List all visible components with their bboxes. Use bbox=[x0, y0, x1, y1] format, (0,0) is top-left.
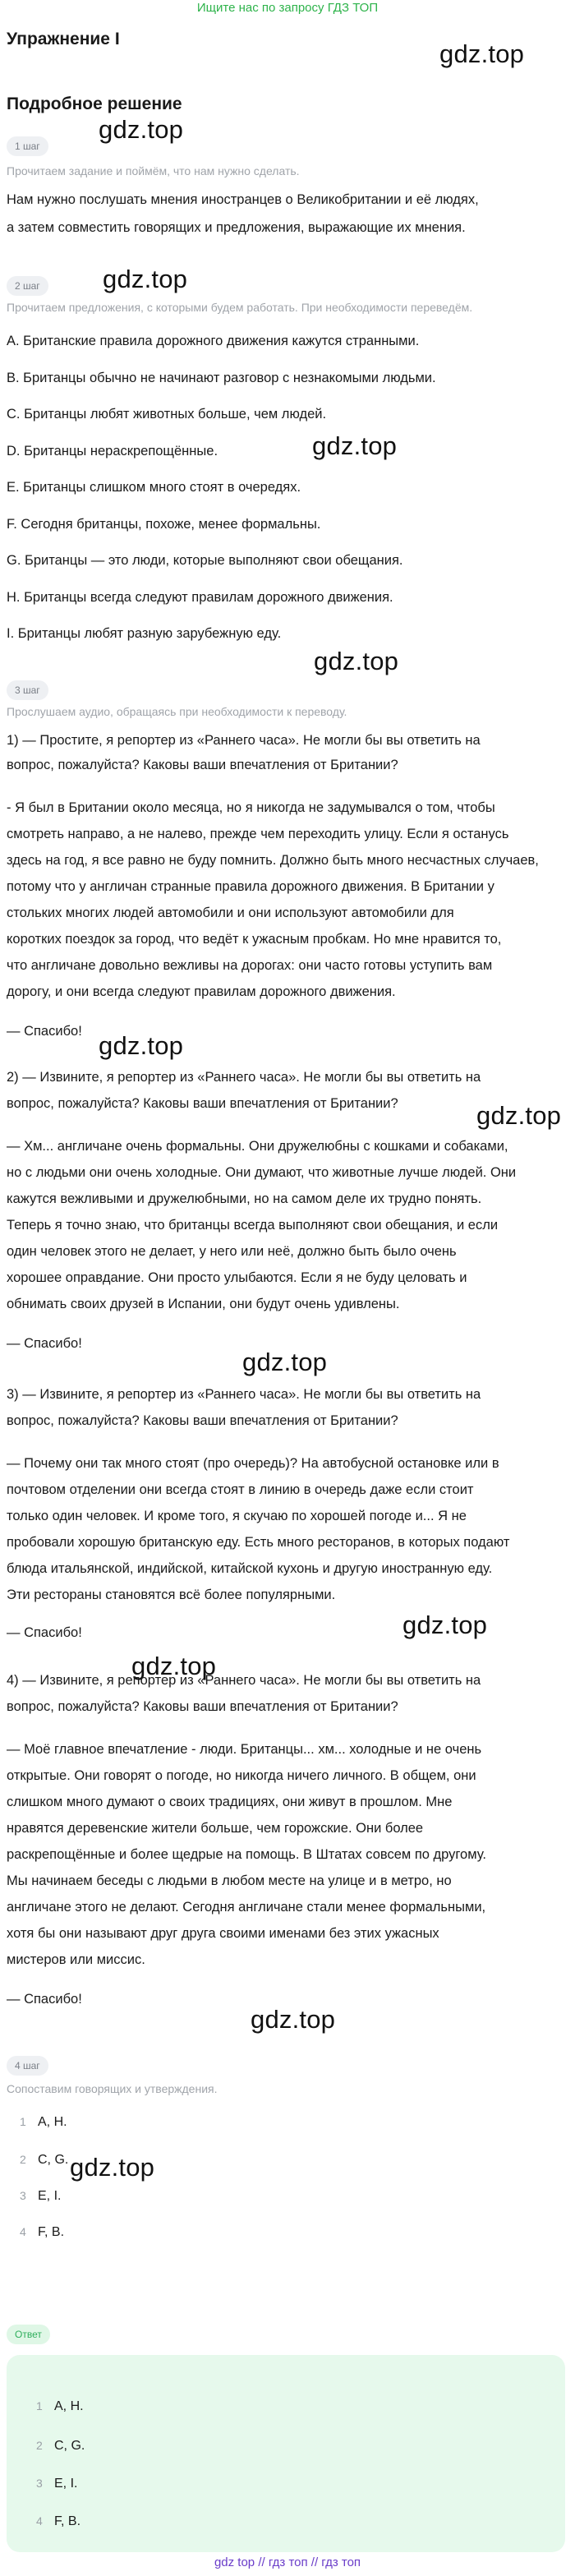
paragraph: Нам нужно послушать мнения иностранцев о Великобритании и её людях, bbox=[7, 192, 479, 207]
dialogue-line: — Спасибо! bbox=[7, 1336, 82, 1351]
step-description: Сопоставим говорящих и утверждения. bbox=[7, 2082, 218, 2095]
step-badge: 4 шаг bbox=[7, 2056, 48, 2076]
dialogue-line: хорошее оправдание. Они просто улыбаются. Если я не буду целовать и bbox=[7, 1270, 467, 1285]
answer-value: F, B. bbox=[54, 2514, 81, 2528]
dialogue-line: вопрос, пожалуйста? Каковы ваши впечатления от Британии? bbox=[7, 1413, 398, 1428]
dialogue-line: — Почему они так много стоят (про очередь)? На автобусной остановке или в bbox=[7, 1456, 499, 1471]
answer-row bbox=[36, 2399, 84, 2414]
dialogue-line: дорогу, и они всегда следуют правилам дорожного движения. bbox=[7, 984, 396, 999]
statement: I. Британцы любят разную зарубежную еду. bbox=[7, 626, 282, 641]
footer-separator: // bbox=[258, 2555, 265, 2569]
dialogue-line: коротких поездок за город, что ведёт к ужасным пробкам. Но мне нравится то, bbox=[7, 932, 502, 947]
match-row bbox=[20, 2189, 61, 2204]
statement: F. Сегодня британцы, похоже, менее формальны. bbox=[7, 517, 321, 532]
watermark: gdz.top bbox=[314, 647, 399, 675]
dialogue-line: потому что у англичан странные правила дорожного движения. В Британии у bbox=[7, 879, 494, 894]
answer-value: C, G. bbox=[54, 2439, 85, 2453]
watermark: gdz.top bbox=[439, 39, 525, 68]
step-badge: 1 шаг bbox=[7, 136, 48, 156]
dialogue-line: вопрос, пожалуйста? Каковы ваши впечатления от Британии? bbox=[7, 1096, 398, 1111]
dialogue-line: обнимать своих друзей в Испании, они будут очень удивлены. bbox=[7, 1297, 400, 1311]
answer-row bbox=[36, 2514, 80, 2529]
dialogue-line: 4) — Извините, я репортер из «Раннего часа». Не могли бы вы ответить на bbox=[7, 1673, 481, 1688]
top-banner[interactable]: Ищите нас по запросу ГДЗ ТОП bbox=[196, 1, 379, 15]
dialogue-line: хотя бы они называют друг друга своими именами без этих ужасных bbox=[7, 1926, 439, 1941]
match-number: 2 bbox=[20, 2153, 26, 2166]
dialogue-line: 1) — Простите, я репортер из «Раннего часа». Не могли бы вы ответить на bbox=[7, 733, 481, 748]
dialogue-line: 3) — Извините, я репортер из «Раннего часа». Не могли бы вы ответить на bbox=[7, 1387, 481, 1402]
dialogue-line: блюда итальянской, индийской, китайской кухонь и другую иностранную еду. bbox=[7, 1561, 493, 1576]
dialogue-line: нравятся деревенские жители больше, чем горожские. Они более bbox=[7, 1821, 424, 1836]
watermark: gdz.top bbox=[476, 1101, 562, 1130]
statement: H. Британцы всегда следуют правилам дорожного движения. bbox=[7, 590, 393, 605]
match-value: F, B. bbox=[38, 2225, 65, 2239]
page-title: Упражнение I bbox=[7, 30, 120, 48]
dialogue-line: мистеров или миссис. bbox=[7, 1952, 145, 1967]
answer-row bbox=[36, 2439, 85, 2454]
step-badge: 2 шаг bbox=[7, 276, 48, 296]
watermark: gdz.top bbox=[103, 265, 188, 293]
solution-subtitle: Подробное решение bbox=[7, 94, 182, 113]
dialogue-line: — Спасибо! bbox=[7, 1625, 82, 1640]
statement: C. Британцы любят животных больше, чем людей. bbox=[7, 407, 327, 422]
match-number: 4 bbox=[20, 2225, 26, 2238]
dialogue-line: что англичане довольно вежливы на дорогах: они часто готовы уступить вам bbox=[7, 958, 493, 973]
dialogue-line: смотреть направо, а не налево, прежде чем переходить улицу. Если я останусь bbox=[7, 827, 509, 841]
dialogue-line: — Спасибо! bbox=[7, 1024, 82, 1039]
watermark: gdz.top bbox=[312, 431, 398, 460]
watermark: gdz.top bbox=[402, 1611, 488, 1639]
match-row bbox=[20, 2225, 64, 2240]
dialogue-line: почтовом отделении они всегда стоят в линию в очередь даже если стоит bbox=[7, 1482, 474, 1497]
answer-number: 3 bbox=[36, 2477, 43, 2490]
match-row bbox=[20, 2115, 67, 2130]
dialogue-line: здесь на год, я все равно не буду помнить. Должно быть много несчастных случаев, bbox=[7, 853, 539, 868]
statement: B. Британцы обычно не начинают разговор с незнакомыми людьми. bbox=[7, 371, 436, 385]
dialogue-line: — Хм... англичане очень формальны. Они дружелюбны с кошками и собаками, bbox=[7, 1139, 508, 1154]
step-description: Прослушаем аудио, обращаясь при необходимости к переводу. bbox=[7, 705, 347, 718]
watermark: gdz.top bbox=[70, 2153, 155, 2182]
paragraph: а затем совместить говорящих и предложения, выражающие их мнения. bbox=[7, 220, 466, 235]
dialogue-line: но с людьми они очень холодные. Они думают, что животные лучше людей. Они bbox=[7, 1165, 517, 1180]
dialogue-line: стольких многих людей автомобили и они используют автомобили для bbox=[7, 906, 454, 920]
answer-badge: Ответ bbox=[7, 2325, 50, 2344]
statement: G. Британцы — это люди, которые выполняют свои обещания. bbox=[7, 553, 403, 568]
answer-box bbox=[7, 2355, 565, 2552]
footer-link[interactable]: гдз топ bbox=[268, 2555, 308, 2569]
match-number: 3 bbox=[20, 2189, 26, 2202]
footer-link[interactable]: гдз топ bbox=[321, 2555, 361, 2569]
dialogue-line: Теперь я точно знаю, что британцы всегда выполняют свои обещания, и если bbox=[7, 1218, 499, 1233]
dialogue-line: только один человек. И кроме того, я скучаю по хорошей погоде и... Я не bbox=[7, 1509, 467, 1523]
dialogue-line: слишком много думают о своих традициях, они живут в прошлом. Мне bbox=[7, 1795, 453, 1809]
match-value: C, G. bbox=[38, 2153, 69, 2167]
dialogue-line: 2) — Извините, я репортер из «Раннего часа». Не могли бы вы ответить на bbox=[7, 1070, 481, 1085]
dialogue-line: кажутся вежливыми и дружелюбными, но на самом деле их трудно понять. bbox=[7, 1191, 482, 1206]
watermark: gdz.top bbox=[99, 1031, 184, 1060]
dialogue-line: англичане этого не делают. Сегодня англичане стали менее формальными, bbox=[7, 1900, 486, 1915]
footer-separator: // bbox=[310, 2555, 319, 2569]
dialogue-line: - Я был в Британии около месяца, но я никогда не задумывался о том, чтобы bbox=[7, 800, 495, 815]
statement: E. Британцы слишком много стоят в очередях. bbox=[7, 480, 301, 495]
answer-number: 2 bbox=[36, 2439, 43, 2452]
footer-link[interactable]: gdz top bbox=[214, 2555, 255, 2569]
watermark: gdz.top bbox=[251, 2005, 336, 2034]
dialogue-line: открытые. Они говорят о погоде, но никогда ничего личного. В общем, они bbox=[7, 1768, 476, 1783]
statement: D. Британцы нераскрепощённые. bbox=[7, 444, 218, 459]
answer-row bbox=[36, 2477, 77, 2491]
answer-value: A, H. bbox=[54, 2399, 84, 2413]
match-value: A, H. bbox=[38, 2115, 67, 2129]
answer-value: E, I. bbox=[54, 2477, 78, 2491]
dialogue-line: Эти рестораны становятся всё более популярными. bbox=[7, 1588, 336, 1602]
answer-number: 1 bbox=[36, 2399, 43, 2412]
match-row bbox=[20, 2153, 68, 2168]
dialogue-line: Мы начинаем беседы с людьми в любом месте на улице и в метро, но bbox=[7, 1873, 452, 1888]
dialogue-line: вопрос, пожалуйста? Каковы ваши впечатления от Британии? bbox=[7, 758, 398, 772]
match-value: E, I. bbox=[38, 2189, 62, 2203]
answer-number: 4 bbox=[36, 2514, 43, 2528]
match-number: 1 bbox=[20, 2115, 26, 2128]
dialogue-line: вопрос, пожалуйста? Каковы ваши впечатления от Британии? bbox=[7, 1699, 398, 1714]
watermark: gdz.top bbox=[131, 1652, 217, 1680]
dialogue-line: — Моё главное впечатление - люди. Британцы... хм... холодные и не очень bbox=[7, 1742, 482, 1757]
footer-links bbox=[0, 2554, 575, 2572]
dialogue-line: пробовали хорошую британскую еду. Есть много ресторанов, в которых подают bbox=[7, 1535, 510, 1550]
step-description: Прочитаем предложения, с которыми будем работать. При необходимости переведём. bbox=[7, 301, 473, 314]
dialogue-line: раскрепощённые и более щедрые на помощь. В Штатах совсем по другому. bbox=[7, 1847, 486, 1862]
dialogue-line: — Спасибо! bbox=[7, 1992, 82, 2007]
dialogue-line: один человек этого не делает, у него или неё, должно быть было очень bbox=[7, 1244, 457, 1259]
step-description: Прочитаем задание и поймём, что нам нужно сделать. bbox=[7, 164, 300, 177]
statement: A. Британские правила дорожного движения кажутся странными. bbox=[7, 334, 420, 348]
step-badge: 3 шаг bbox=[7, 680, 48, 700]
watermark: gdz.top bbox=[99, 115, 184, 144]
watermark: gdz.top bbox=[242, 1348, 328, 1376]
